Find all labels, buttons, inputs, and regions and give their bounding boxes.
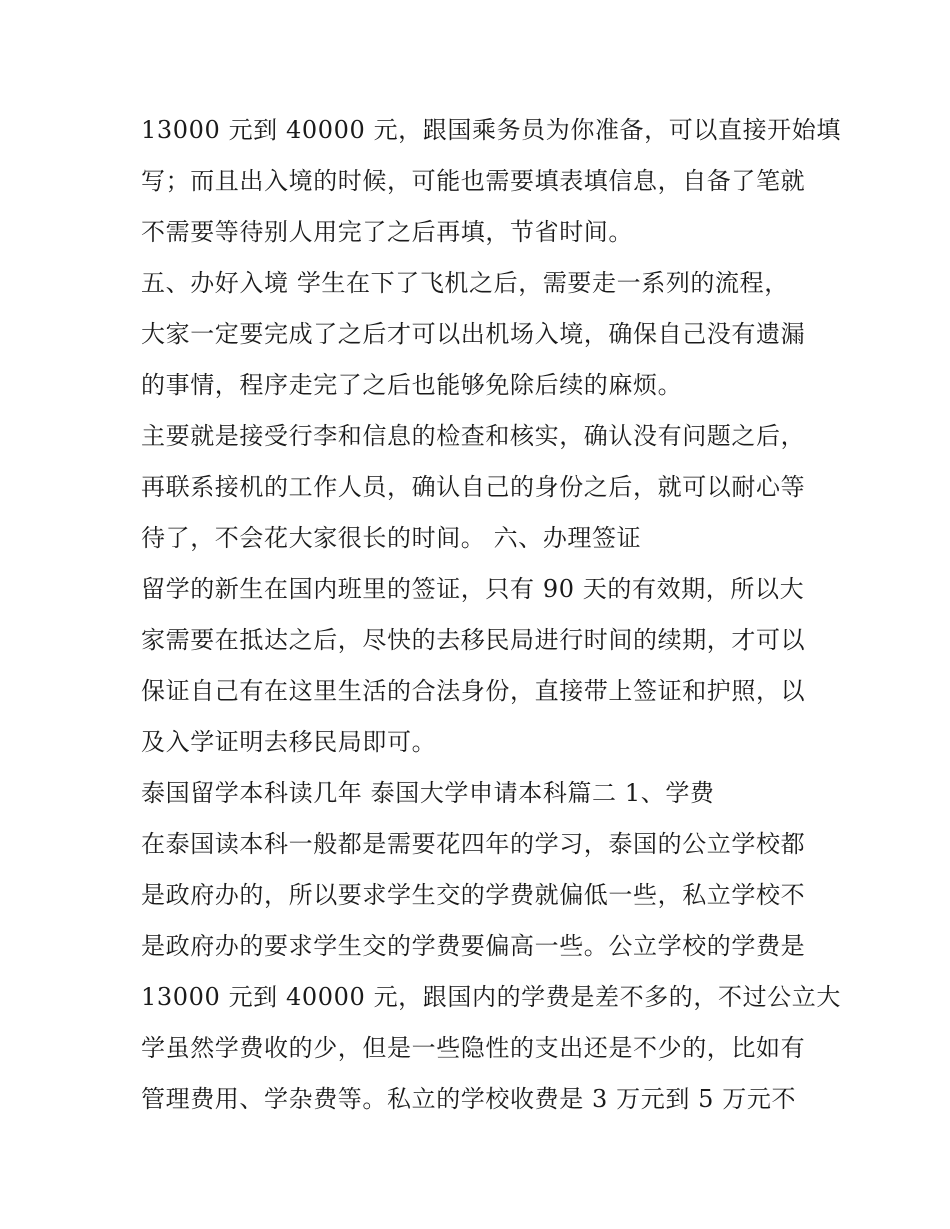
text-line: 家需要在抵达之后，尽快的去移民局进行时间的续期，才可以 (141, 626, 806, 654)
text-line: 大家一定要完成了之后才可以出机场入境，确保自己没有遗漏 (141, 320, 806, 348)
text-line: 待了，不会花大家很长的时间。 六、办理签证 (141, 524, 642, 552)
text-line: 五、办好入境 学生在下了飞机之后，需要走一系列的流程， (141, 269, 789, 297)
text-line: 及入学证明去移民局即可。 (141, 728, 437, 756)
text-line: 是政府办的要求学生交的学费要偏高一些。公立学校的学费是 (141, 932, 806, 960)
text-line: 是政府办的，所以要求学生交的学费就偏低一些，私立学校不 (141, 881, 806, 909)
text-line: 泰国留学本科读几年 泰国大学申请本科篇二 1、学费 (141, 779, 715, 807)
text-line: 再联系接机的工作人员，确认自己的身份之后，就可以耐心等 (141, 473, 806, 501)
text-line: 不需要等待别人用完了之后再填，节省时间。 (141, 218, 633, 246)
text-line: 的事情，程序走完了之后也能够免除后续的麻烦。 (141, 371, 683, 399)
text-line: 13000 元到 40000 元，跟国内的学费是差不多的，不过公立大 (141, 983, 841, 1011)
text-line: 留学的新生在国内班里的签证，只有 90 天的有效期，所以大 (141, 575, 805, 603)
text-line: 保证自己有在这里生活的合法身份，直接带上签证和护照，以 (141, 677, 806, 705)
text-line: 学虽然学费收的少，但是一些隐性的支出还是不少的，比如有 (141, 1034, 806, 1062)
text-line: 管理费用、学杂费等。私立的学校收费是 3 万元到 5 万元不 (141, 1085, 797, 1113)
text-line: 在泰国读本科一般都是需要花四年的学习，泰国的公立学校都 (141, 830, 806, 858)
text-line: 写；而且出入境的时候，可能也需要填表填信息，自备了笔就 (141, 167, 806, 195)
text-line: 13000 元到 40000 元，跟国乘务员为你准备，可以直接开始填 (141, 116, 841, 144)
text-line: 主要就是接受行李和信息的检查和核实，确认没有问题之后， (141, 422, 806, 450)
